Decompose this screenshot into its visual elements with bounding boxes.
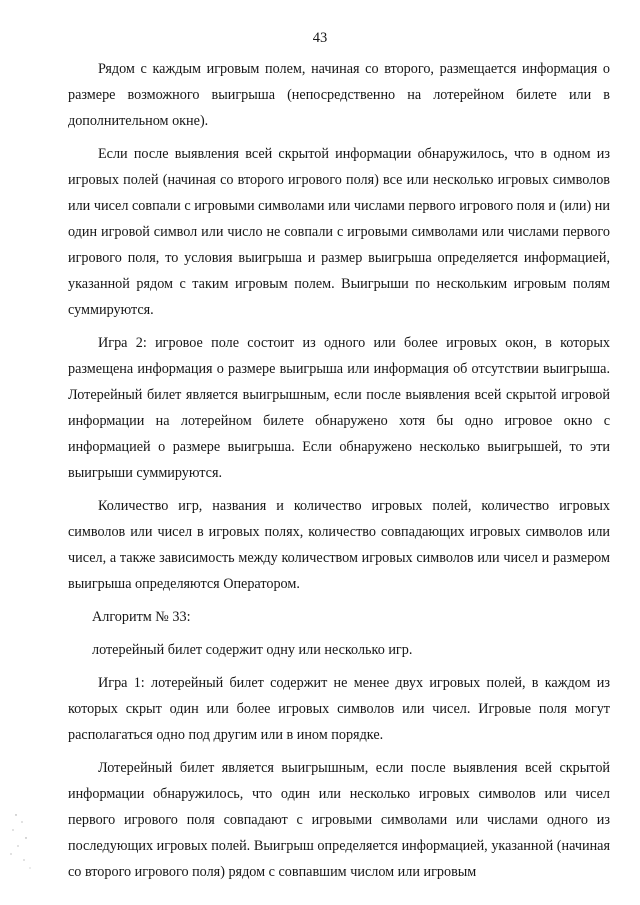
algorithm-heading: Алгоритм № 33: — [92, 609, 191, 625]
paragraph-game2-description: Игра 2: игровое поле состоит из одного или более игровых окон, в которых размещена информация о размере выигрыша или информация об отсутствии выигрыша. Лотерейный билет является выигрышным, если после выявления всей скрытой игровой информации на лотерейном билете обнаружено хотя бы одно игровое окно с информацией о размере выигрыша. Если обнаружено несколько выигрышей, то эти выигрыши суммируются. — [68, 335, 610, 481]
scan-artifact-marks — [6, 810, 36, 880]
paragraph-operator-parameters: Количество игр, названия и количество игровых полей, количество игровых символов или чисел в игровых полях, количество совпадающих игровых символов или чисел, а также зависимость между количеством игровых символов или чисел и размером выигрыша определяются Оператором. — [68, 498, 610, 592]
page-number: 43 — [312, 30, 328, 46]
paragraph-ticket-games: лотерейный билет содержит одну или несколько игр. — [92, 642, 413, 658]
paragraph-algorithm-win-conditions: Лотерейный билет является выигрышным, если после выявления всей скрытой информации обнаружилось, что один или несколько игровых символов или чисел первого игрового поля совпадают с игровыми символами или числами одного из последующих игровых полей. Выигрыш определяется информацией, указанной (начиная со второго игрового поля) рядом с совпавшим числом или игровым — [68, 760, 610, 880]
paragraph-algorithm-game1: Игра 1: лотерейный билет содержит не менее двух игровых полей, в каждом из которых скрыт один или более игровых символов или чисел. Игровые поля могут располагаться одно под другим или в ином порядке. — [68, 675, 610, 743]
paragraph-prize-info-location: Рядом с каждым игровым полем, начиная со второго, размещается информация о размере возможного выигрыша (непосредственно на лотерейном билете или в дополнительном окне). — [68, 61, 610, 129]
paragraph-game1-win-conditions: Если после выявления всей скрытой информации обнаружилось, что в одном из игровых полей (начиная со второго игрового поля) все или несколько игровых символов или чисел совпали с игровыми символами или числами первого игрового поля и (или) ни один игровой символ или число не совпали с игровыми символами или числами первого игрового поля, то условия выигрыша и размер выигрыша определяется информацией, указанной рядом с таким игровым полем. Выигрыши по нескольким игровым полям суммируются. — [68, 146, 610, 318]
body-text — [68, 56, 610, 892]
